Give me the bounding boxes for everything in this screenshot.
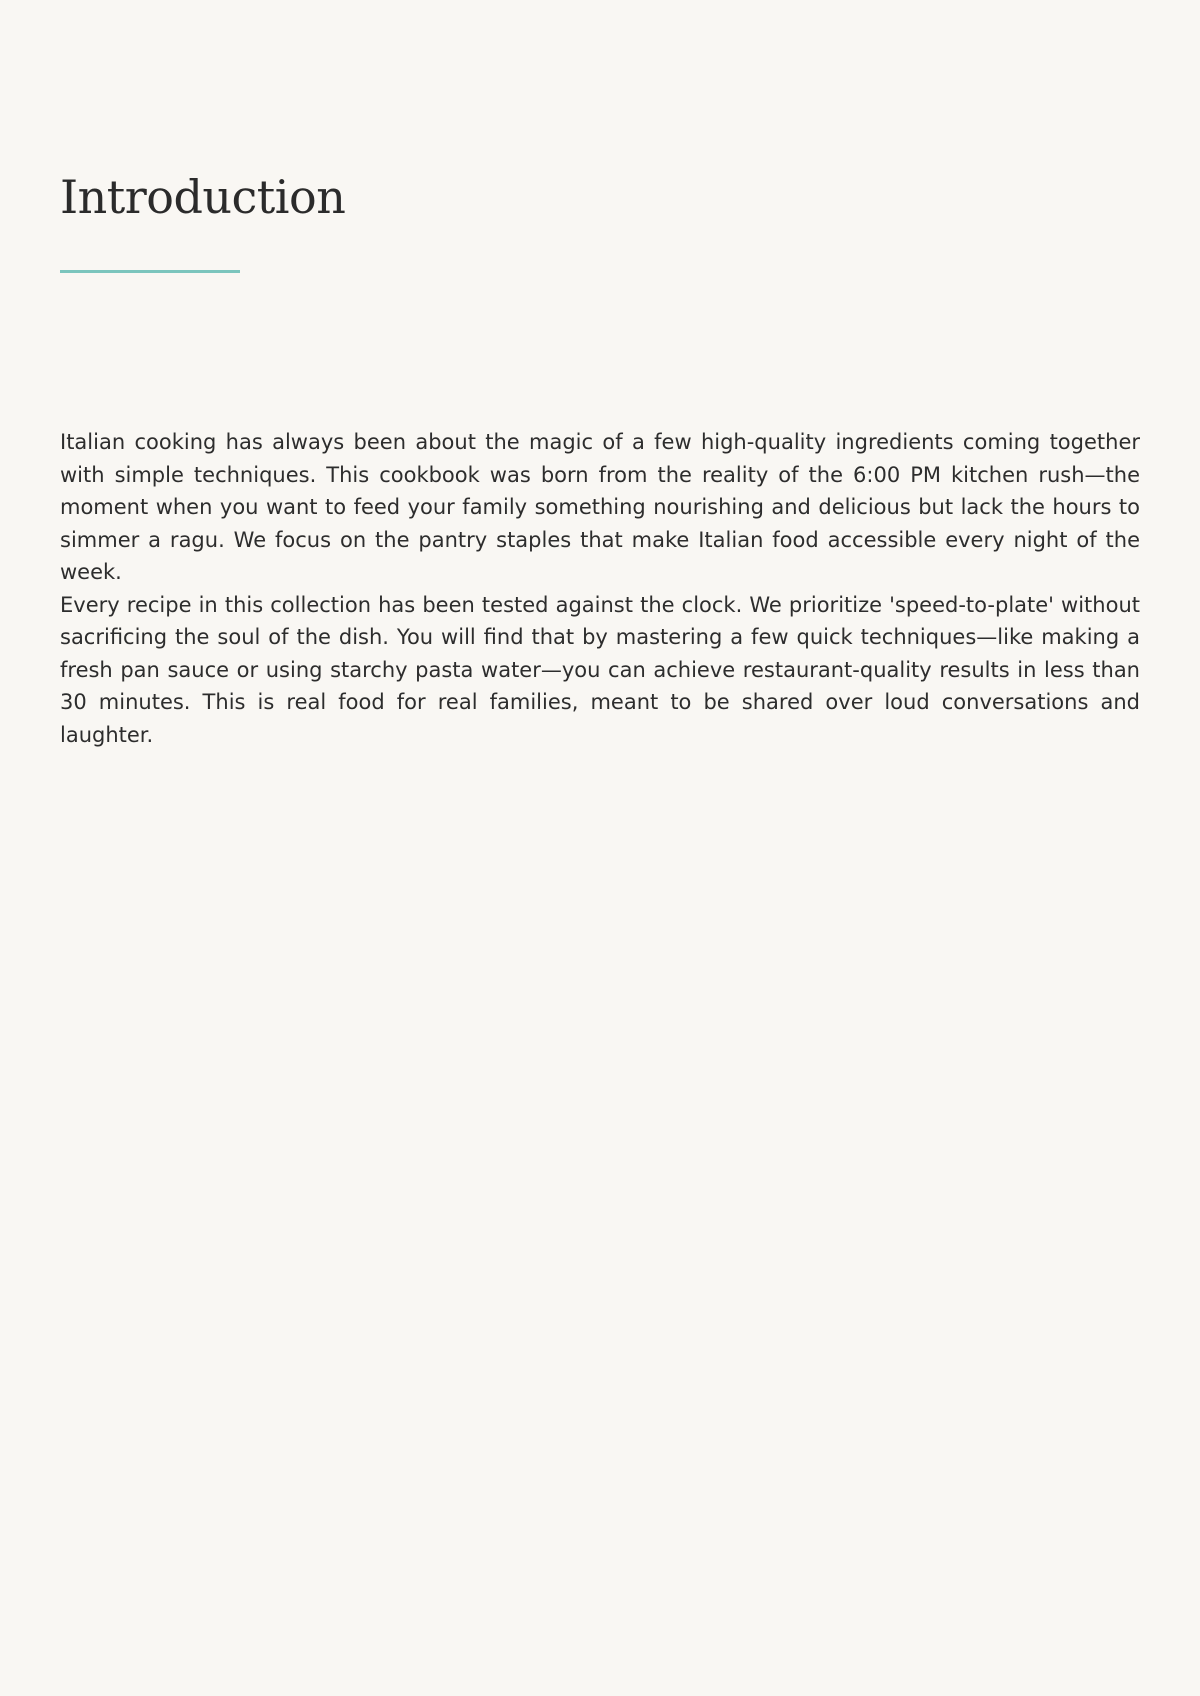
section-title: Introduction xyxy=(60,170,346,224)
paragraph-1: Italian cooking has always been about the magic of a few high-quality ingredients coming together with simple techniques. This cookbook was born from the reality of the 6:00 PM kitchen rush—the moment when you want to feed your family something nourishing and delicious but lack the hours to simmer a ragu. We focus on the pantry staples that make Italian food accessible every night of the week. xyxy=(60,430,1140,584)
title-underline-rule xyxy=(60,270,240,273)
paragraph-2: Every recipe in this collection has been tested against the clock. We prioritize 'speed-to-plate' without sacrificing the soul of the dish. You will find that by mastering a few quick techniques—like making a fresh pan sauce or using starchy pasta water—you can achieve restaurant-quality results in less than 30 minutes. This is real food for real families, meant to be shared over loud conversations and laughter. xyxy=(60,592,1140,747)
body-text xyxy=(60,426,1140,751)
